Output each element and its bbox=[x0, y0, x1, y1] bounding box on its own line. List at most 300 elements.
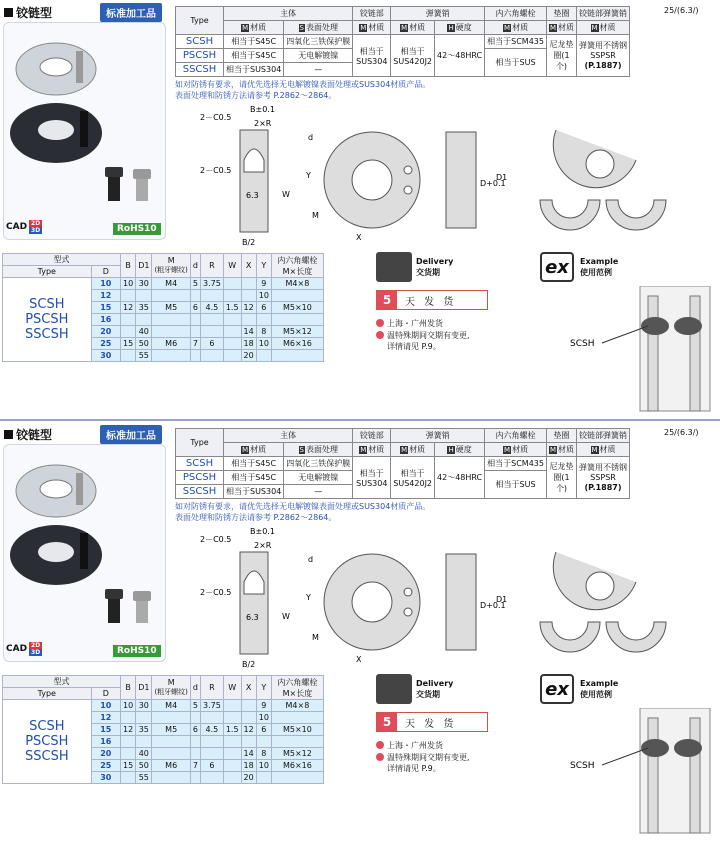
dim-cell-y: 6 bbox=[256, 724, 271, 736]
dim-cell-d bbox=[190, 314, 200, 326]
dim-cell-d1: 35 bbox=[136, 724, 152, 736]
dim-cell-d1 bbox=[136, 314, 152, 326]
spec-type-scsh[interactable]: SCSH bbox=[176, 35, 224, 49]
delivery-zh: 交货期 bbox=[416, 268, 440, 277]
pin-mat-head-text: 材质 bbox=[409, 445, 426, 454]
m-mark: M bbox=[591, 24, 598, 32]
dim-c1: 2－C0.5 bbox=[200, 535, 232, 544]
surf-head bbox=[284, 443, 353, 457]
section-title bbox=[4, 4, 52, 21]
spec-type-sscsh[interactable]: SSCSH bbox=[176, 485, 224, 499]
dim-cell-m: M6 bbox=[152, 760, 190, 772]
spec-hsp-header: 铰链部弹簧销 bbox=[577, 429, 630, 443]
dim-cell-d1: 30 bbox=[136, 700, 152, 712]
example-zh: 使用范例 bbox=[580, 268, 612, 277]
delivery-note2[interactable]: 详情请见 P.9。 bbox=[387, 342, 441, 351]
dim-cell-r bbox=[201, 772, 224, 784]
spec-hinge-header: 铰链部 bbox=[353, 7, 391, 21]
dim-h-r: R bbox=[201, 254, 224, 278]
dim-cell-d1: 50 bbox=[136, 338, 152, 350]
truck-icon bbox=[376, 252, 412, 282]
dim-cell-y: 10 bbox=[256, 712, 271, 724]
dim-cell-x: 12 bbox=[241, 724, 256, 736]
dim-cell-d bbox=[190, 748, 200, 760]
h-mark: H bbox=[448, 446, 454, 454]
dim-type[interactable]: SSCSH bbox=[24, 749, 69, 764]
dim-w: W bbox=[282, 190, 290, 199]
washer-val: 尼龙垫圈(1个) bbox=[546, 35, 576, 77]
dim-cell-bolt bbox=[271, 712, 323, 724]
dim-cell-y bbox=[256, 772, 271, 784]
spec-surf: 四氧化三铁保护膜 bbox=[284, 35, 353, 49]
dim-d1: D1 bbox=[496, 595, 508, 604]
mat-head bbox=[224, 443, 284, 457]
dim-cell-bolt bbox=[271, 772, 323, 784]
dim-cell-bolt: M6×16 bbox=[271, 338, 323, 350]
dim-cell-w bbox=[223, 736, 241, 748]
dim-h-type: Type bbox=[3, 688, 92, 700]
dim-cell-r bbox=[201, 712, 224, 724]
hsp-val bbox=[577, 35, 630, 77]
dim-cell-b: 10 bbox=[121, 700, 136, 712]
delivery-note-line bbox=[376, 752, 470, 774]
spec-type-sscsh[interactable]: SSCSH bbox=[176, 63, 224, 77]
dim-cell-d: 6 bbox=[190, 302, 200, 314]
m-mark: M bbox=[504, 24, 511, 32]
delivery-days: 5 bbox=[377, 291, 397, 309]
dim-cell-b: 10 bbox=[121, 278, 136, 290]
spec-table bbox=[175, 6, 630, 77]
dim-type-list bbox=[3, 278, 92, 362]
section-title-text: 铰链型 bbox=[16, 6, 53, 20]
delivery-label bbox=[416, 678, 453, 700]
note-text bbox=[175, 79, 430, 101]
example-en: Example bbox=[580, 257, 619, 266]
dim-cell-d: 25 bbox=[91, 338, 120, 350]
mat-head bbox=[224, 21, 284, 35]
dim-cell-d1: 55 bbox=[136, 772, 152, 784]
dim-h-x: X bbox=[241, 254, 256, 278]
pin-hard-head-text: 硬度 bbox=[455, 445, 472, 454]
dim-cell-r: 6 bbox=[201, 760, 224, 772]
dim-cell-r bbox=[201, 748, 224, 760]
dim-cell-d: 10 bbox=[91, 700, 120, 712]
surf-head bbox=[284, 21, 353, 35]
dim-cell-d: 25 bbox=[91, 760, 120, 772]
section-divider bbox=[0, 419, 720, 421]
dim-cell-b bbox=[121, 314, 136, 326]
dim-cell-y: 6 bbox=[256, 302, 271, 314]
delivery-en: Delivery bbox=[416, 257, 454, 266]
spec-surf: 四氧化三铁保护膜 bbox=[284, 457, 353, 471]
dim-cell-b bbox=[121, 772, 136, 784]
pin-hard-head bbox=[435, 443, 485, 457]
dim-cell-m bbox=[152, 326, 190, 338]
dim-cell-r bbox=[201, 736, 224, 748]
example-logo-icon: ex bbox=[540, 674, 574, 704]
spec-type-pscsh[interactable]: PSCSH bbox=[176, 471, 224, 485]
spec-main-header: 主体 bbox=[224, 429, 353, 443]
delivery-note2[interactable]: 详情请见 P.9。 bbox=[387, 764, 441, 773]
dim-cell-bolt bbox=[271, 290, 323, 302]
delivery-place: 上海・广州发货 bbox=[387, 741, 443, 750]
roughness-symbol: 25/(6.3/) bbox=[664, 6, 699, 15]
spec-surf: 无电解镀镍 bbox=[284, 471, 353, 485]
hsp-line3[interactable]: (P.1887) bbox=[584, 60, 622, 70]
dim-d1: D1 bbox=[496, 173, 508, 182]
dim-cell-d bbox=[190, 772, 200, 784]
spec-table bbox=[175, 428, 630, 499]
dim-cell-x: 14 bbox=[241, 748, 256, 760]
dim-cell-y: 8 bbox=[256, 326, 271, 338]
spec-mat: 相当于S45C bbox=[224, 471, 284, 485]
dim-cell-x: 20 bbox=[241, 772, 256, 784]
note-line2[interactable]: 表面处理和防锈方法请参考 P.2862～2864。 bbox=[175, 513, 337, 522]
dim-cell-d1: 40 bbox=[136, 748, 152, 760]
dim-cell-d bbox=[190, 290, 200, 302]
dim-h-bolt bbox=[271, 676, 323, 700]
cad-2d: 2D bbox=[31, 642, 41, 649]
dim-cell-m: M5 bbox=[152, 724, 190, 736]
dim-cell-d: 30 bbox=[91, 772, 120, 784]
dim-cell-x bbox=[241, 712, 256, 724]
pin-icon bbox=[376, 331, 384, 339]
spec-washer-header: 垫圈 bbox=[546, 429, 576, 443]
dim-cell-d: 7 bbox=[190, 760, 200, 772]
hsp-val bbox=[577, 457, 630, 499]
product-image-panel bbox=[3, 22, 166, 240]
dim-cell-r bbox=[201, 314, 224, 326]
h-bolt2: M×长度 bbox=[282, 266, 313, 276]
bolt-mat-head-text: 材质 bbox=[512, 445, 529, 454]
pin-hard-head bbox=[435, 21, 485, 35]
dim-x: X bbox=[356, 233, 362, 242]
dim-cell-b bbox=[121, 712, 136, 724]
dim-dd: D+0.1 bbox=[480, 601, 506, 610]
dim-cell-y bbox=[256, 314, 271, 326]
standard-badge: 标准加工品 bbox=[100, 425, 162, 444]
dim-cell-d bbox=[190, 736, 200, 748]
delivery-place-line bbox=[376, 318, 443, 329]
dim-cell-d: 20 bbox=[91, 326, 120, 338]
dim-cell-d bbox=[190, 712, 200, 724]
hsp-line3[interactable]: (P.1887) bbox=[584, 482, 622, 492]
dim-cell-y: 10 bbox=[256, 338, 271, 350]
bolt-mat-1: 相当于SCM435 bbox=[485, 35, 547, 49]
surf-head-text: 表面处理 bbox=[306, 23, 338, 32]
dim-cell-bolt bbox=[271, 350, 323, 362]
roughness-symbol: 25/(6.3/) bbox=[664, 428, 699, 437]
dim-type[interactable]: SCSH bbox=[29, 719, 65, 734]
dim-cell-d1 bbox=[136, 712, 152, 724]
dim-cell-y: 9 bbox=[256, 700, 271, 712]
dim-cell-bolt: M5×12 bbox=[271, 748, 323, 760]
technical-drawing bbox=[196, 100, 716, 250]
rohs-badge: RoHS10 bbox=[113, 645, 161, 657]
dim-cell-m: M6 bbox=[152, 338, 190, 350]
dim-h-dd: d bbox=[190, 676, 200, 700]
pin-mat: 相当于SUS420J2 bbox=[391, 457, 435, 499]
mat-head-text: 材质 bbox=[250, 23, 267, 32]
dim-cell-d1: 35 bbox=[136, 302, 152, 314]
hsp-mat-head bbox=[577, 443, 630, 457]
dim-h-w: W bbox=[223, 676, 241, 700]
example-drawing bbox=[540, 286, 718, 416]
spec-type-pscsh[interactable]: PSCSH bbox=[176, 49, 224, 63]
pin-hard-head-text: 硬度 bbox=[455, 23, 472, 32]
dim-cell-d1: 30 bbox=[136, 278, 152, 290]
hinge-mat-head bbox=[353, 443, 391, 457]
dim-cell-w bbox=[223, 760, 241, 772]
dim-cell-bolt: M5×10 bbox=[271, 302, 323, 314]
spec-mat: 相当于S45C bbox=[224, 49, 284, 63]
spec-pin-header: 弹簧销 bbox=[391, 7, 485, 21]
dim-cell-y: 9 bbox=[256, 278, 271, 290]
dim-cell-w: 1.5 bbox=[223, 302, 241, 314]
dim-cell-w bbox=[223, 772, 241, 784]
dim-cell-w bbox=[223, 350, 241, 362]
dim-cell-m bbox=[152, 748, 190, 760]
dim-cell-b: 12 bbox=[121, 724, 136, 736]
dim-cell-x bbox=[241, 700, 256, 712]
dim-h-y: Y bbox=[256, 254, 271, 278]
m-mark: M bbox=[504, 446, 511, 454]
dim-cell-m bbox=[152, 736, 190, 748]
section-title-text: 铰链型 bbox=[16, 428, 53, 442]
product-image bbox=[4, 23, 167, 241]
dim-type-list bbox=[3, 700, 92, 784]
hsp-line1: 弹簧用不锈钢 bbox=[579, 40, 628, 50]
m-mark: M bbox=[242, 446, 249, 454]
note-text bbox=[175, 501, 430, 523]
dim-cell-m bbox=[152, 772, 190, 784]
hinge-mat-head-text: 材质 bbox=[368, 23, 385, 32]
product-image bbox=[4, 445, 167, 663]
washer-mat-head-text: 材质 bbox=[558, 445, 575, 454]
dim-m: M bbox=[312, 211, 319, 220]
cad-2d: 2D bbox=[31, 220, 41, 227]
dim-r63: 6.3 bbox=[246, 191, 259, 200]
example-drawing bbox=[540, 708, 718, 838]
dim-cell-m bbox=[152, 350, 190, 362]
dim-cell-b bbox=[121, 736, 136, 748]
h-bolt1: 内六角螺栓 bbox=[277, 255, 318, 265]
delivery-zh: 交货期 bbox=[416, 690, 440, 699]
dim-cell-x bbox=[241, 290, 256, 302]
dim-type[interactable]: SCSH bbox=[29, 297, 65, 312]
dim-h-d1: D1 bbox=[136, 254, 152, 278]
dim-d: d bbox=[308, 555, 314, 564]
spec-hsp-header: 铰链部弹簧销 bbox=[577, 7, 630, 21]
pin-mat-head-text: 材质 bbox=[409, 23, 426, 32]
cad-label[interactable] bbox=[6, 220, 42, 234]
hinge-mat-head bbox=[353, 21, 391, 35]
h-m2: (粗牙螺纹) bbox=[154, 266, 188, 274]
dim-cell-d: 16 bbox=[91, 736, 120, 748]
dim-cell-d: 30 bbox=[91, 350, 120, 362]
dim-b2: B/2 bbox=[242, 660, 256, 669]
dim-y: Y bbox=[306, 171, 311, 180]
s-mark: S bbox=[299, 24, 304, 32]
dim-x: X bbox=[356, 655, 362, 664]
dim-cell-w bbox=[223, 326, 241, 338]
dim-cell-d: 15 bbox=[91, 724, 120, 736]
cad-text: CAD bbox=[6, 222, 28, 232]
pin-hard: 42～48HRC bbox=[435, 35, 485, 77]
h-m1: M bbox=[167, 678, 175, 687]
cad-3d: 3D bbox=[31, 227, 41, 234]
washer-val: 尼龙垫圈(1个) bbox=[546, 457, 576, 499]
dim-h-x: X bbox=[241, 676, 256, 700]
delivery-note1: 温特殊期间交期有变更, bbox=[387, 331, 470, 340]
dim-cell-x bbox=[241, 278, 256, 290]
s-mark: S bbox=[299, 446, 304, 454]
dim-cell-d1 bbox=[136, 290, 152, 302]
dim-cell-m: M4 bbox=[152, 700, 190, 712]
example-panel bbox=[540, 252, 718, 417]
dim-h-d1: D1 bbox=[136, 676, 152, 700]
dim-type[interactable]: PSCSH bbox=[25, 312, 69, 327]
dim-c1: 2－C0.5 bbox=[200, 113, 232, 122]
delivery-days-box bbox=[376, 712, 488, 732]
dim-cell-x: 18 bbox=[241, 338, 256, 350]
dim-h-dd: d bbox=[190, 254, 200, 278]
dim-cell-b bbox=[121, 748, 136, 760]
dim-cell-y bbox=[256, 350, 271, 362]
dim-type[interactable]: SSCSH bbox=[24, 327, 69, 342]
truck-icon bbox=[376, 674, 412, 704]
dim-cell-w bbox=[223, 278, 241, 290]
cad-label[interactable] bbox=[6, 642, 42, 656]
dim-b: B±0.1 bbox=[250, 105, 275, 114]
dim-cell-b bbox=[121, 326, 136, 338]
delivery-notes bbox=[387, 330, 470, 352]
dim-cell-x bbox=[241, 736, 256, 748]
dim-h-d: D bbox=[91, 688, 120, 700]
spec-washer-header: 垫圈 bbox=[546, 7, 576, 21]
dim-cell-b: 15 bbox=[121, 760, 136, 772]
dim-cell-d: 5 bbox=[190, 700, 200, 712]
dim-cell-b bbox=[121, 350, 136, 362]
hsp-line1: 弹簧用不锈钢 bbox=[579, 462, 628, 472]
dim-cell-x bbox=[241, 314, 256, 326]
spec-bolt-header: 内六角螺栓 bbox=[485, 429, 547, 443]
mat-head-text: 材质 bbox=[250, 445, 267, 454]
spec-mat: 相当于S45C bbox=[224, 457, 284, 471]
h-m1: M bbox=[167, 256, 175, 265]
dim-cell-r: 3.75 bbox=[201, 278, 224, 290]
dim-cell-d1: 40 bbox=[136, 326, 152, 338]
m-mark: M bbox=[591, 446, 598, 454]
section-title bbox=[4, 426, 52, 443]
cad-tags bbox=[29, 220, 42, 234]
delivery-label bbox=[416, 256, 453, 278]
dim-h-d: D bbox=[91, 266, 120, 278]
dim-cell-b: 15 bbox=[121, 338, 136, 350]
dim-cell-y: 8 bbox=[256, 748, 271, 760]
spec-mat: 相当于SUS304 bbox=[224, 63, 284, 77]
dim-r63: 6.3 bbox=[246, 613, 259, 622]
delivery-en: Delivery bbox=[416, 679, 454, 688]
dim-cell-d: 7 bbox=[190, 338, 200, 350]
m-mark: M bbox=[401, 24, 408, 32]
hsp-mat-head-text: 材质 bbox=[599, 445, 616, 454]
square-icon bbox=[4, 8, 13, 17]
h-bolt2: M×长度 bbox=[282, 688, 313, 698]
dim-cell-bolt: M5×10 bbox=[271, 724, 323, 736]
delivery-place-line bbox=[376, 740, 443, 751]
bolt-mat-head bbox=[485, 443, 547, 457]
example-zh: 使用范例 bbox=[580, 690, 612, 699]
dim-cell-y: 10 bbox=[256, 760, 271, 772]
dim-dd: D+0.1 bbox=[480, 179, 506, 188]
washer-mat-head bbox=[546, 21, 576, 35]
delivery-text: 天 发 货 bbox=[405, 296, 457, 308]
washer-mat-head bbox=[546, 443, 576, 457]
hinge-mat: 相当于SUS304 bbox=[353, 457, 391, 499]
delivery-days-box bbox=[376, 290, 488, 310]
dim-cell-d: 12 bbox=[91, 712, 120, 724]
dim-cell-b bbox=[121, 290, 136, 302]
dim-b: B±0.1 bbox=[250, 527, 275, 536]
dim-h-r: R bbox=[201, 676, 224, 700]
dim-c2: 2－C0.5 bbox=[200, 166, 232, 175]
dim-cell-m bbox=[152, 290, 190, 302]
dim-cell-w bbox=[223, 314, 241, 326]
delivery-days: 5 bbox=[377, 713, 397, 731]
m-mark: M bbox=[360, 446, 367, 454]
m-mark: M bbox=[401, 446, 408, 454]
dim-cell-d1: 55 bbox=[136, 350, 152, 362]
pin-icon bbox=[376, 741, 384, 749]
dim-cell-y: 10 bbox=[256, 290, 271, 302]
dim-cell-bolt: M6×16 bbox=[271, 760, 323, 772]
dim-b2: B/2 bbox=[242, 238, 256, 247]
dim-cell-m: M4 bbox=[152, 278, 190, 290]
dim-cell-d: 15 bbox=[91, 302, 120, 314]
rohs-badge: RoHS10 bbox=[113, 223, 161, 235]
m-mark: M bbox=[549, 446, 557, 454]
cad-3d: 3D bbox=[31, 649, 41, 656]
dim-cell-d: 20 bbox=[91, 748, 120, 760]
surf-head-text: 表面处理 bbox=[306, 445, 338, 454]
dim-cell-x: 14 bbox=[241, 326, 256, 338]
dim-y: Y bbox=[306, 593, 311, 602]
spec-hinge-header: 铰链部 bbox=[353, 429, 391, 443]
h-m2: (粗牙螺纹) bbox=[154, 688, 188, 696]
dim-h-b: B bbox=[121, 254, 136, 278]
dim-cell-w bbox=[223, 338, 241, 350]
note-line2[interactable]: 表面处理和防锈方法请参考 P.2862～2864。 bbox=[175, 91, 337, 100]
spec-pin-header: 弹簧销 bbox=[391, 429, 485, 443]
dim-cell-w bbox=[223, 700, 241, 712]
dim-r: 2×R bbox=[254, 119, 272, 128]
dim-type[interactable]: PSCSH bbox=[25, 734, 69, 749]
dim-r: 2×R bbox=[254, 541, 272, 550]
dim-cell-d1: 50 bbox=[136, 760, 152, 772]
dim-cell-m bbox=[152, 314, 190, 326]
square-icon bbox=[4, 430, 13, 439]
dim-cell-x: 18 bbox=[241, 760, 256, 772]
dim-h-m bbox=[152, 676, 190, 700]
dim-cell-d: 10 bbox=[91, 278, 120, 290]
pin-icon bbox=[376, 319, 384, 327]
hsp-mat-head bbox=[577, 21, 630, 35]
dim-h-type: Type bbox=[3, 266, 92, 278]
spec-type-scsh[interactable]: SCSH bbox=[176, 457, 224, 471]
dimension-table bbox=[2, 253, 324, 362]
bolt-mat-head-text: 材质 bbox=[512, 23, 529, 32]
